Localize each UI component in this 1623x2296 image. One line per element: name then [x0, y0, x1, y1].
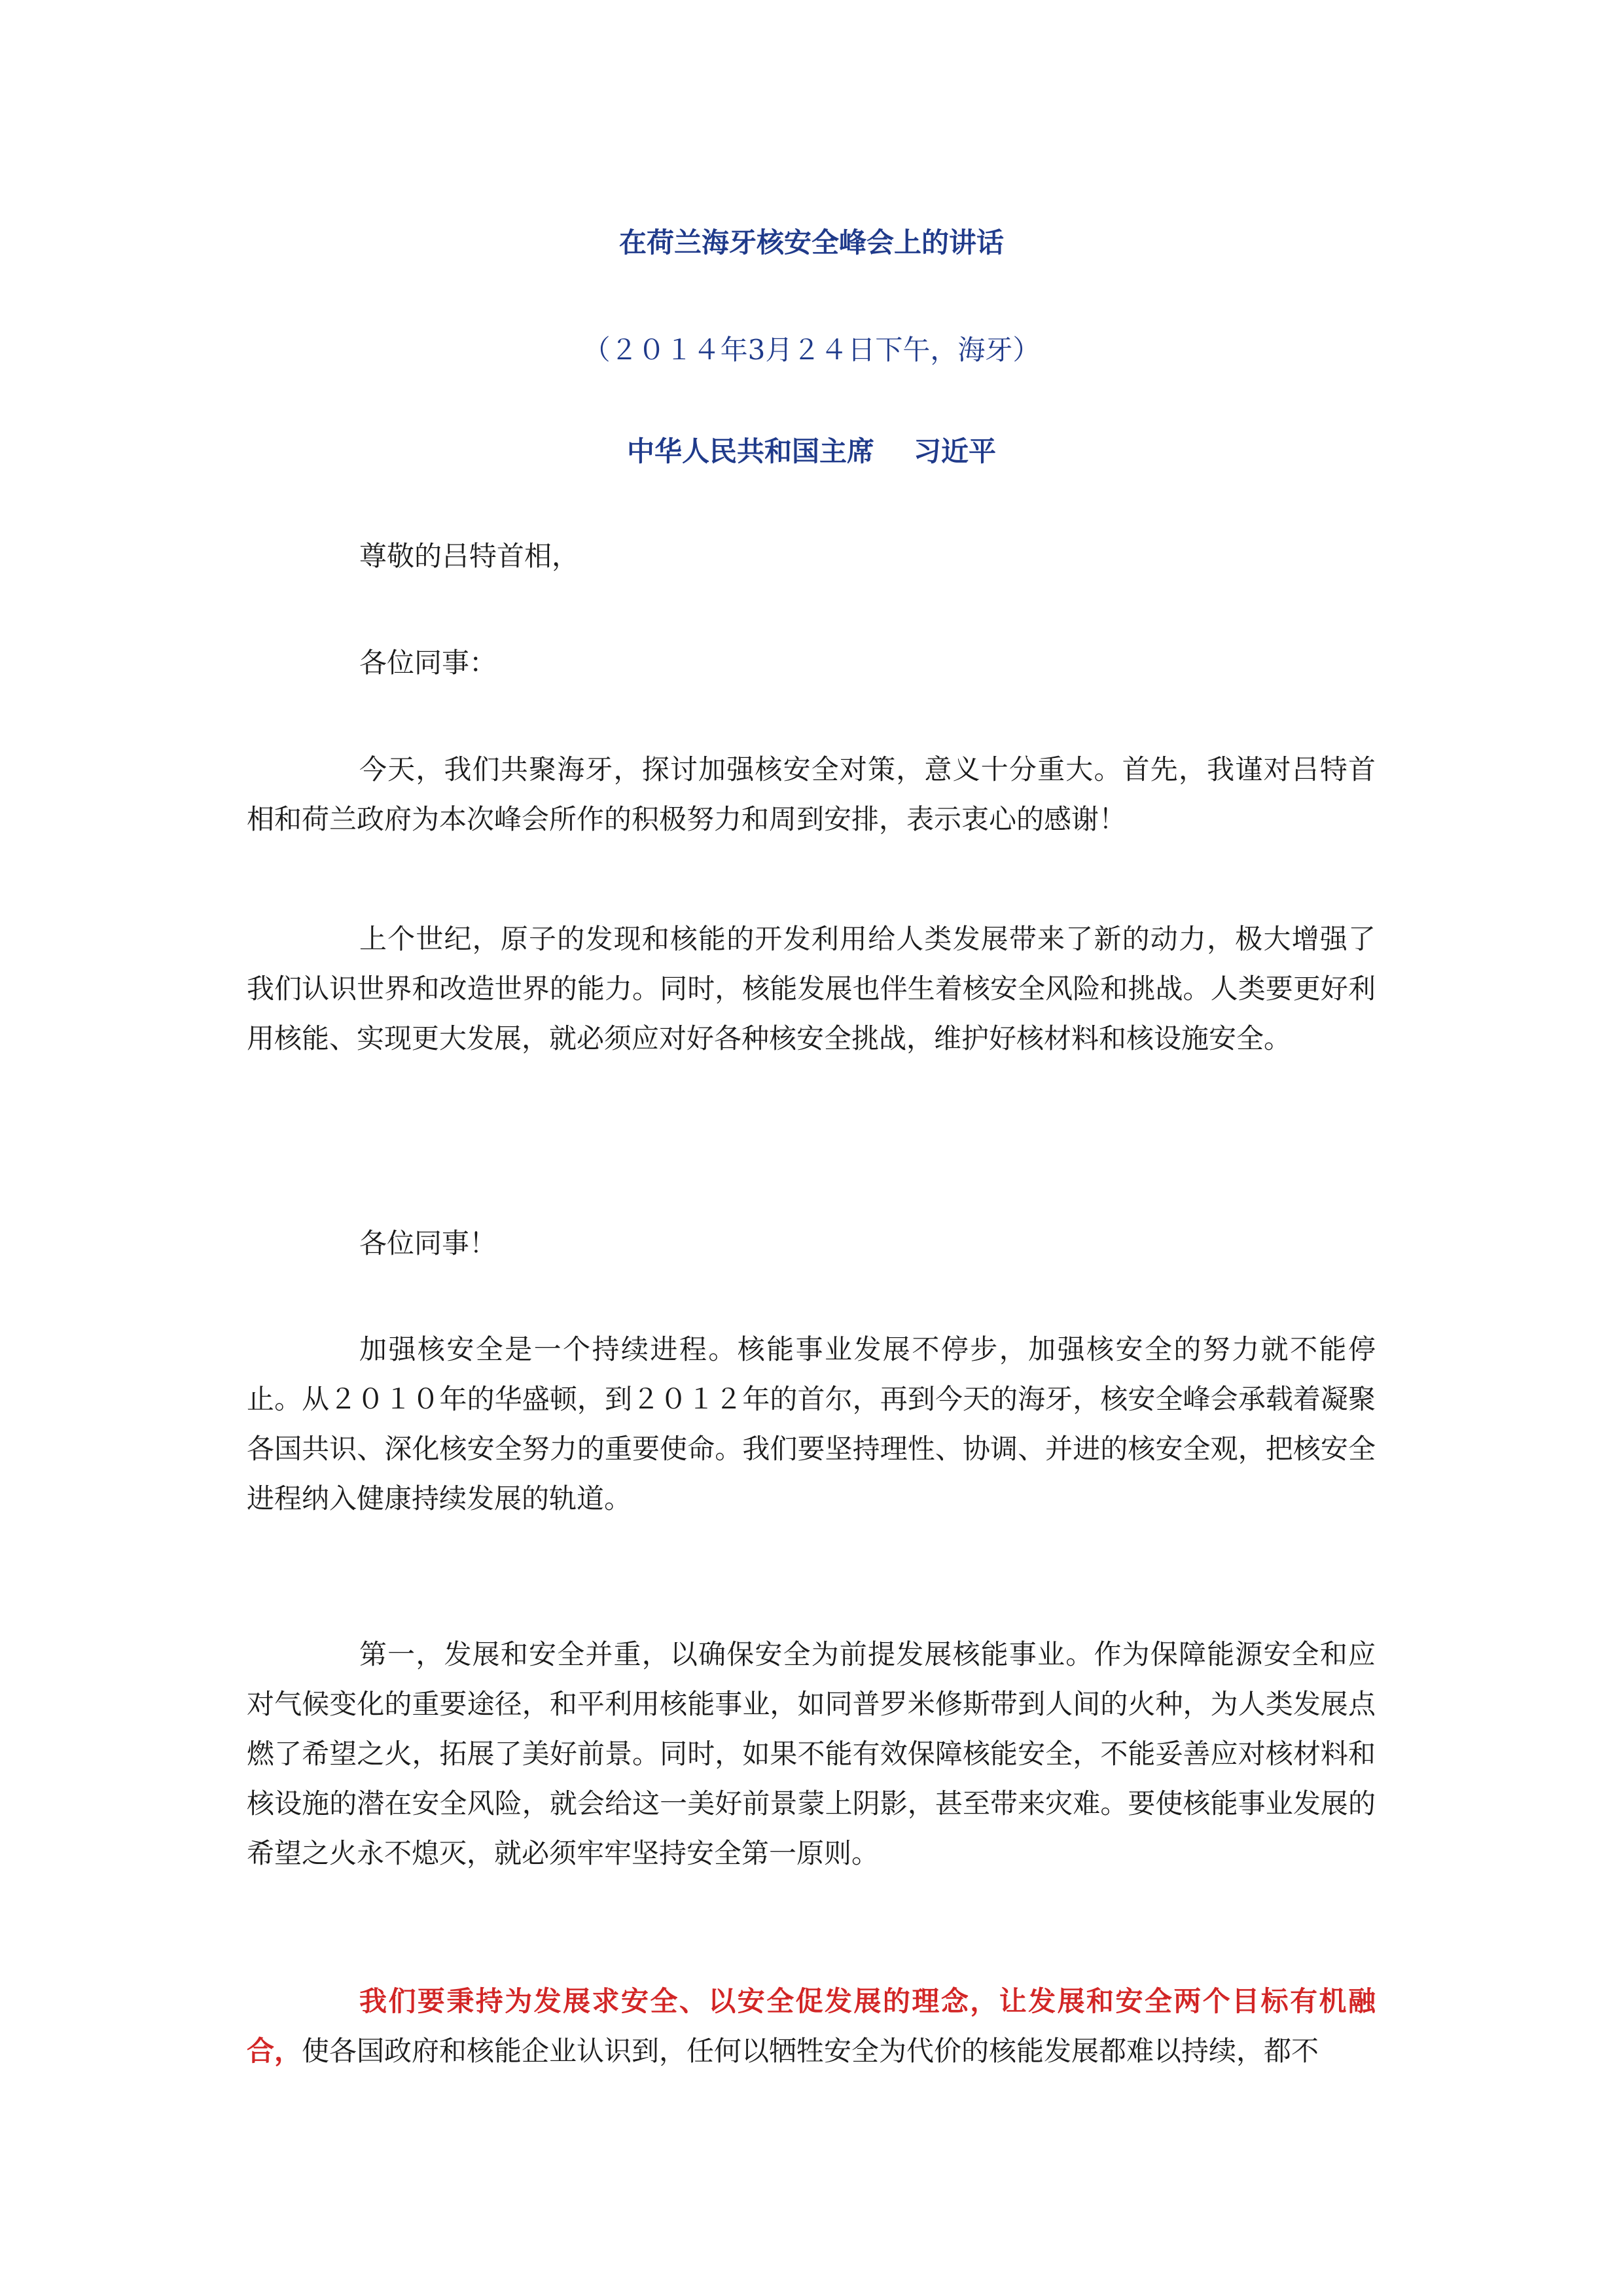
- paragraph-continuous-process: 加强核安全是一个持续进程。核能事业发展不停步，加强核安全的努力就不能停止。从２０１０年的华盛顿，到２０１２年的首尔，再到今天的海牙，核安全峰会承载着凝聚各国共识、深化核安全努力的重要使命。我们要坚持理性、协调、并进的核安全观，把核安全进程纳入健康持续发展的轨道。: [247, 1333, 1376, 1515]
- salutation-premier: 尊敬的吕特首相，: [359, 540, 580, 572]
- document-date-line: （２０１４年3月２４日下午，海牙）: [582, 334, 1041, 366]
- highlighted-sentence: 我们要秉持为发展求安全、以安全促发展的理念，让发展和安全两个目标有机融合，: [247, 1985, 1376, 2067]
- salutation-colleagues: 各位同事：: [359, 647, 497, 679]
- paragraph-development-security: [247, 1977, 1376, 2076]
- paragraph-opening: 今天，我们共聚海牙，探讨加强核安全对策，意义十分重大。首先，我谨对吕特首相和荷兰政府为本次峰会所作的积极努力和周到安排，表示衷心的感谢！: [247, 753, 1376, 835]
- paragraph-nuclear-history: 上个世纪，原子的发现和核能的开发利用给人类发展带来了新的动力，极大增强了我们认识世界和改造世界的能力。同时，核能发展也伴生着核安全风险和挑战。人类要更好利用核能、实现更大发展，就必须应对好各种核安全挑战，维护好核材料和核设施安全。: [247, 923, 1376, 1054]
- paragraph-continuation: 使各国政府和核能企业认识到，任何以牺牲安全为代价的核能发展都难以持续，都不: [302, 2035, 1319, 2067]
- author-role: 中华人民共和国主席: [626, 435, 874, 467]
- paragraph-point-one: 第一，发展和安全并重，以确保安全为前提发展核能事业。作为保障能源安全和应对气候变化的重要途径，和平利用核能事业，如同普罗米修斯带到人间的火种，为人类发展点燃了希望之火，拓展了美好前景。同时，如果不能有效保障核能安全，不能妥善应对核材料和核设施的潜在安全风险，就会给这一美好前景蒙上阴影，甚至带来灾难。要使核能事业发展的希望之火永不熄灭，就必须牢牢坚持安全第一原则。: [247, 1638, 1376, 1869]
- author-name: 习近平: [914, 435, 997, 467]
- document-author: [0, 432, 1623, 471]
- salutation-colleagues-exclaim: 各位同事！: [359, 1227, 497, 1259]
- document-title: 在荷兰海牙核安全峰会上的讲话: [618, 226, 1004, 259]
